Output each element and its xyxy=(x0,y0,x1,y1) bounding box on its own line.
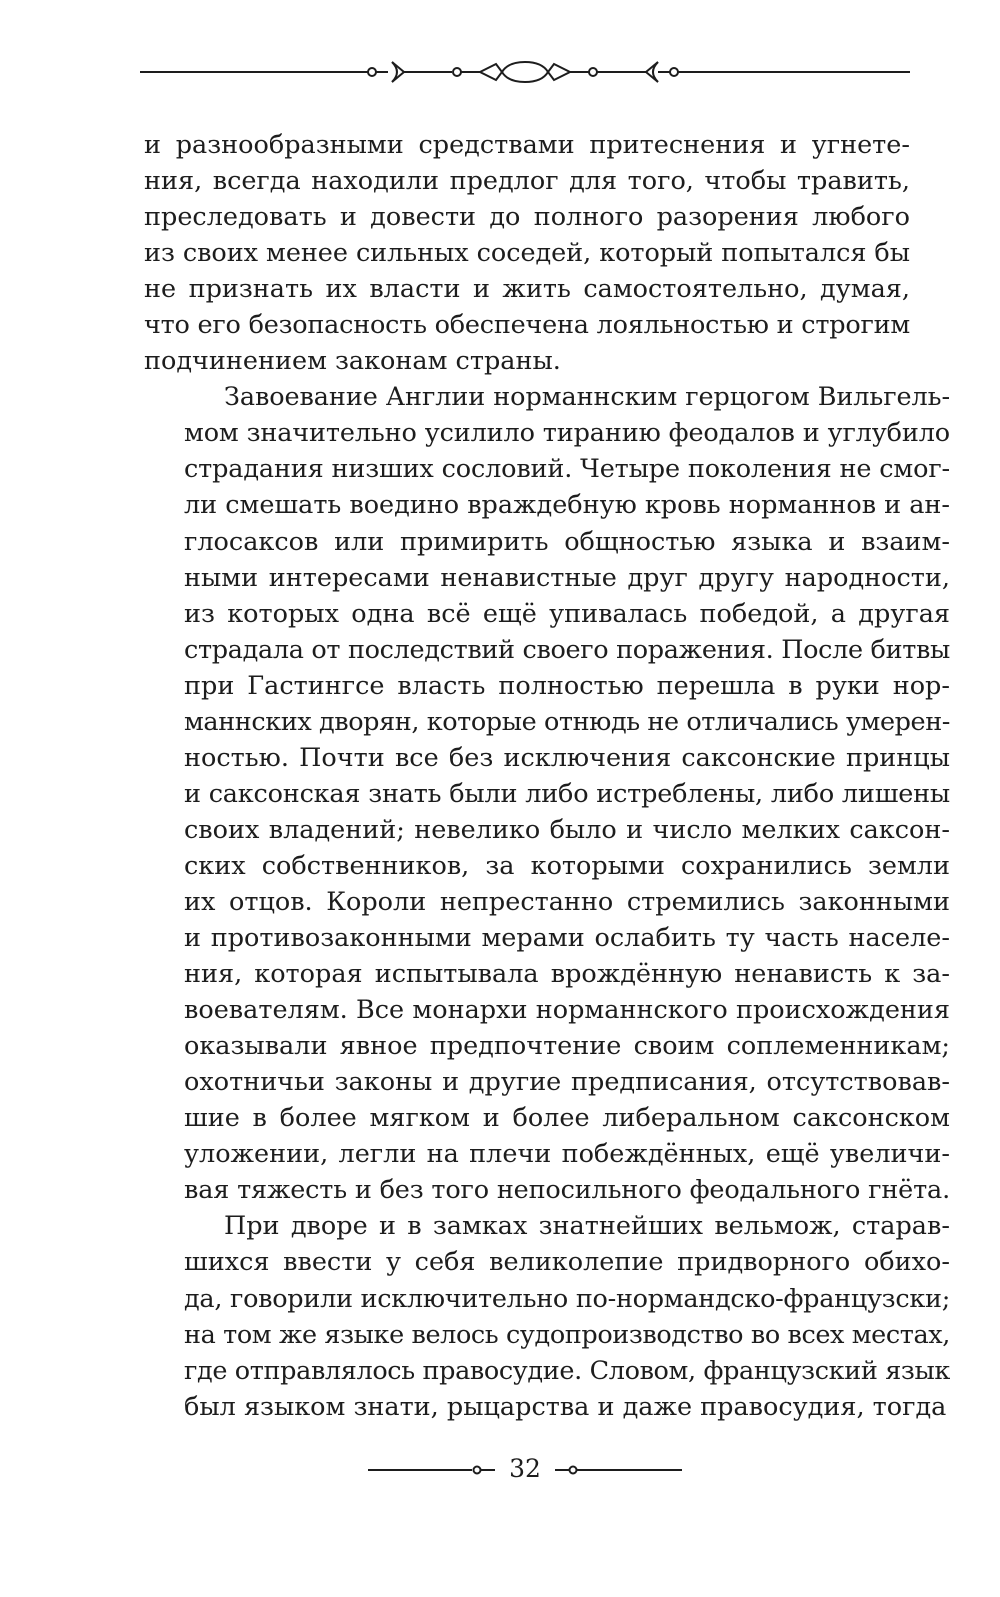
text-line: из своих менее сильных соседей, который попытался бы xyxy=(144,238,910,269)
text-line: и саксонская знать были либо истреблены, либо лишены xyxy=(184,778,951,809)
text-line: страдания низших сословий. Четыре поколения не смог- xyxy=(184,454,950,485)
text-line: воевателям. Все монархи норманнского происхождения xyxy=(184,995,950,1026)
page-number: 32 xyxy=(509,1454,541,1483)
text-line: ностью. Почти все без исключения саксонские принцы xyxy=(184,742,950,773)
text-line: был языком знати, рыцарства и даже правосудия, тогда xyxy=(184,1391,947,1422)
text-line: мом значительно усилило тиранию феодалов и углубило xyxy=(184,418,950,449)
text-line: и разнообразными средствами притеснения и угнете- xyxy=(144,130,910,160)
text-line: ными интересами ненавистные друг другу народности, xyxy=(184,562,951,593)
text-line: ния, которая испытывала врождённую ненависть к за- xyxy=(184,959,950,990)
paragraph xyxy=(144,127,910,379)
text-line: глосаксов или примирить общностью языка и взаим- xyxy=(184,526,950,557)
top-ornament xyxy=(140,52,910,92)
page-footer xyxy=(360,1450,690,1490)
text-line: ния, всегда находили предлог для того, чтобы травить, xyxy=(144,166,910,197)
text-line: своих владений; невелико было и число мелких саксон- xyxy=(184,814,950,845)
text-line: ских собственников, за которыми сохранились земли xyxy=(184,850,950,881)
text-line: подчинением законам страны. xyxy=(144,346,561,377)
paragraph xyxy=(144,379,951,1208)
text-line: из которых одна всё ещё упивалась победой, а другая xyxy=(184,598,950,629)
text-line: вая тяжесть и без того непосильного феодального гнёта. xyxy=(184,1175,951,1206)
text-line: шие в более мягком и более либеральном саксонском xyxy=(184,1103,950,1134)
text-line: на том же языке велось судопроизводство во всех местах, xyxy=(184,1319,950,1350)
text-line: и противозаконными мерами ослабить ту часть населе- xyxy=(184,923,950,954)
text-line: шихся ввести у себя великолепие придворного обихо- xyxy=(184,1247,950,1278)
text-line: ли смешать воедино враждебную кровь норманнов и ан- xyxy=(184,490,950,521)
body-text xyxy=(144,127,951,1425)
paragraph xyxy=(144,1208,951,1424)
text-line: маннских дворян, которые отнюдь не отличались умерен- xyxy=(184,706,951,737)
text-line: при Гастингсе власть полностью перешла в руки нор- xyxy=(184,670,950,701)
text-line: Завоевание Англии норманнским герцогом Вильгель- xyxy=(224,382,951,413)
text-line: страдала от последствий своего поражения. После битвы xyxy=(184,634,951,665)
text-line: При дворе и в замках знатнейших вельмож, старав- xyxy=(224,1211,950,1242)
text-line: их отцов. Короли непрестанно стремились законными xyxy=(184,886,950,917)
text-line: уложении, легли на плечи побеждённых, ещё увеличи- xyxy=(184,1139,950,1170)
text-line: преследовать и довести до полного разорения любого xyxy=(144,202,910,233)
text-line: да, говорили исключительно по-нормандско-французски; xyxy=(184,1283,951,1314)
text-line: где отправлялось правосудие. Словом, французский язык xyxy=(184,1355,950,1386)
text-line: оказывали явное предпочтение своим соплеменникам; xyxy=(184,1031,950,1062)
text-line: что его безопасность обеспечена лояльностью и строгим xyxy=(144,310,911,341)
text-line: не признать их власти и жить самостоятельно, думая, xyxy=(144,274,910,305)
text-line: охотничьи законы и другие предписания, отсутствовав- xyxy=(184,1067,950,1098)
